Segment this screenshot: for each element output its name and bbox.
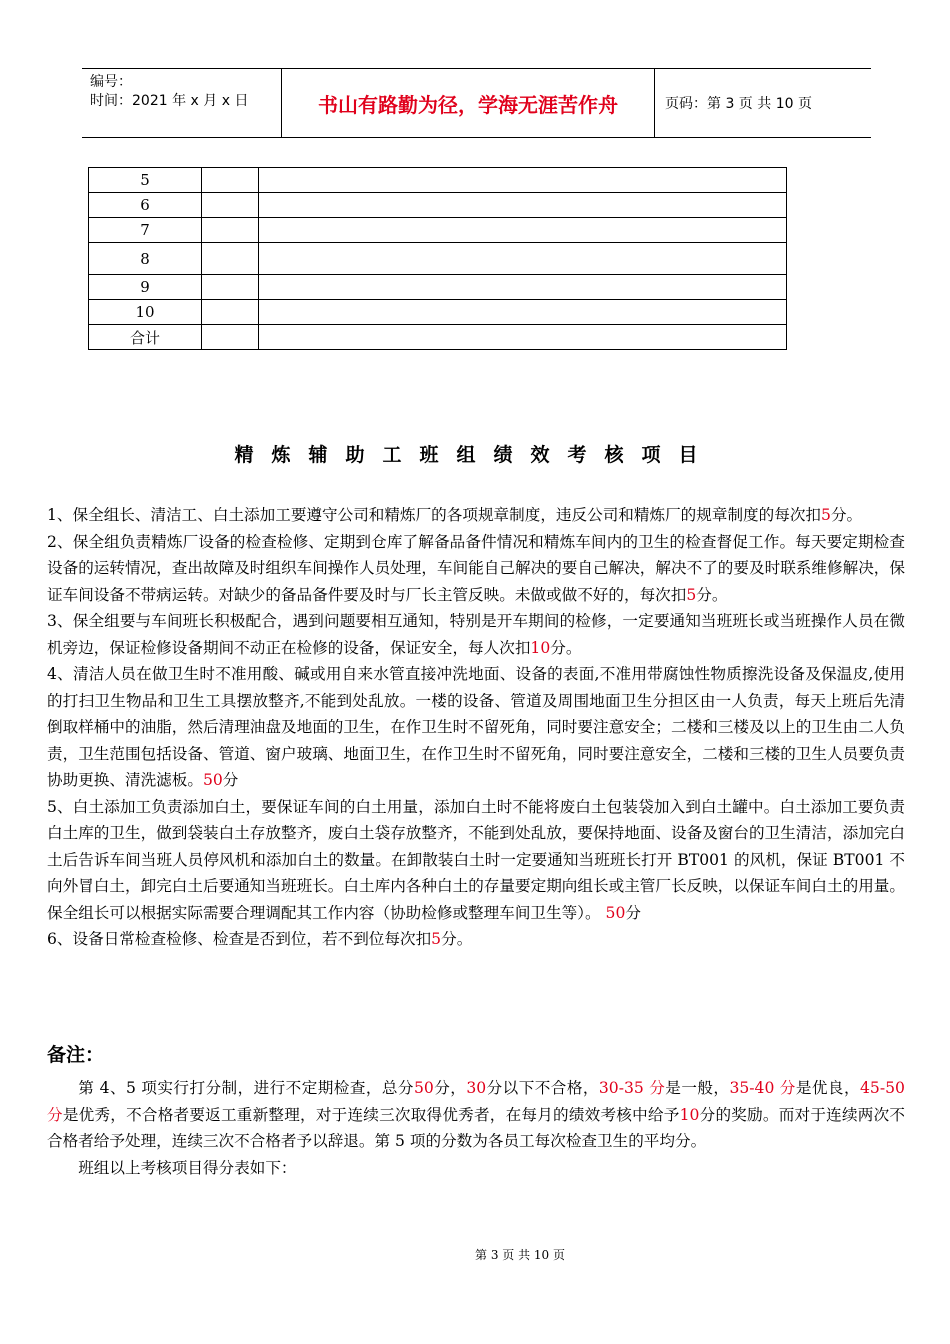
score-table: [88, 167, 787, 350]
table-cell: [202, 218, 259, 243]
table-cell: [259, 325, 787, 350]
table-cell: [259, 243, 787, 275]
item-4: 4、清洁人员在做卫生时不准用酸、碱或用自来水管直接冲洗地面、设备的表面,不准用带腐蚀性物质擦洗设备及保温皮,使用的打扫卫生物品和卫生工具摆放整齐,不能到处乱放。一楼的设备、管道及周围地面卫生分担区由一人负责，每天上班后先清倒取样桶中的油脂，然后清理油盘及地面的卫生，在作卫生时不留死角，同时要注意安全；二楼和三楼及以上的卫生由二人负责，卫生范围包括设备、管道、窗户玻璃、地面卫生，在作卫生时不留死角，同时要注意安全，二楼和三楼的卫生人员要负责协助更换、清洗滤板。50分: [47, 665, 905, 789]
row-number: 5: [89, 168, 202, 193]
item-1: 1、保全组长、清洁工、白土添加工要遵守公司和精炼厂的各项规章制度，违反公司和精炼厂的规章制度的每次扣5分。: [47, 506, 863, 524]
table-row: [89, 218, 787, 243]
assessment-items: [47, 502, 905, 953]
row-number: 7: [89, 218, 202, 243]
row-number: 8: [89, 243, 202, 275]
note-paragraph: 第 4、5 项实行打分制，进行不定期检查，总分50分，30分以下不合格，30-35 分是一般，35-40 分是优良，45-50 分是优秀，不合格者要返工重新整理，对于连续三次取得优秀者，在每月的绩效考核中给予10分的奖励。而对于连续两次不合格者给予处理，连续三次不合格者予以辞退。第 5 项的分数为各员工每次检查卫生的平均分。: [47, 1079, 905, 1150]
item-3: 3、保全组要与车间班长积极配合，遇到问题要相互通知，特别是开车期间的检修，一定要通知当班班长或当班操作人员在微机旁边，保证检修设备期间不动正在检修的设备，保证安全，每人次扣10分。: [47, 612, 905, 657]
row-number: 9: [89, 275, 202, 300]
date-label: 时间：2021 年 x 月 x 日: [90, 93, 249, 109]
table-row: [89, 300, 787, 325]
table-row: [89, 193, 787, 218]
page-footer: 第 3 页 共 10 页: [475, 1248, 565, 1262]
row-number: 6: [89, 193, 202, 218]
table-cell: [202, 275, 259, 300]
table-cell: [259, 300, 787, 325]
item-2: 2、保全组负责精炼厂设备的检查检修、定期到仓库了解备品备件情况和精炼车间内的卫生的检查督促工作。每天要定期检查设备的运转情况，查出故障及时组织车间操作人员处理，车间能自己解决的要自己解决，解决不了的要及时联系维修解决，保证车间设备不带病运转。对缺少的备品备件要及时与厂长主管反映。未做或做不好的，每次扣5分。: [47, 532, 905, 604]
table-cell: [202, 168, 259, 193]
note-paragraph: 班组以上考核项目得分表如下：: [78, 1158, 297, 1177]
row-total: 合计: [89, 325, 202, 350]
section-title: 精炼辅助工班组绩效考核项目: [234, 444, 716, 466]
table-row: [89, 243, 787, 275]
table-row: [89, 275, 787, 300]
table-cell: [259, 168, 787, 193]
table-cell: [202, 300, 259, 325]
score-value: 50: [605, 903, 626, 922]
deduction-value: 5: [821, 506, 831, 524]
table-row: [89, 168, 787, 193]
deduction-value: 10: [530, 638, 551, 657]
deduction-value: 5: [431, 930, 442, 948]
note-body: [47, 1075, 905, 1181]
table-cell: [202, 193, 259, 218]
table-row: [89, 325, 787, 350]
header-meta: [82, 69, 282, 137]
item-6: 6、设备日常检查检修、检查是否到位，若不到位每次扣5分。: [47, 930, 473, 948]
table-cell: [259, 218, 787, 243]
header-page-info: 页码：第 3 页 共 10 页: [665, 96, 812, 112]
document-header: [82, 68, 871, 138]
header-motto: 书山有路勤为径，学海无涯苦作舟: [282, 69, 655, 137]
number-label: 编号：: [90, 74, 132, 90]
table-cell: [259, 275, 787, 300]
item-5: 5、白土添加工负责添加白土，要保证车间的白土用量，添加白土时不能将废白土包装袋加入到白土罐中。白土添加工要负责白土库的卫生，做到袋装白土存放整齐，废白土袋存放整齐，不能到处乱放，要保持地面、设备及窗台的卫生清洁，添加完白土后告诉车间当班人员停风机和添加白土的数量。在卸散装白土时一定要通知当班班长打开 BT001 的风机，保证 BT001 不向外冒白土，卸完白土后要通知当班班长。白土库内各种白土的存量要定期向组长或主管厂长反映，以保证车间白土的用量。保全组长可以根据实际需要合理调配其工作内容（协助检修或整理车间卫生等）。 50分: [47, 797, 905, 922]
score-value: 50: [202, 771, 223, 789]
note-heading: 备注：: [47, 1044, 105, 1066]
row-number: 10: [89, 300, 202, 325]
deduction-value: 5: [686, 585, 697, 604]
table-cell: [202, 243, 259, 275]
table-cell: [259, 193, 787, 218]
table-cell: [202, 325, 259, 350]
